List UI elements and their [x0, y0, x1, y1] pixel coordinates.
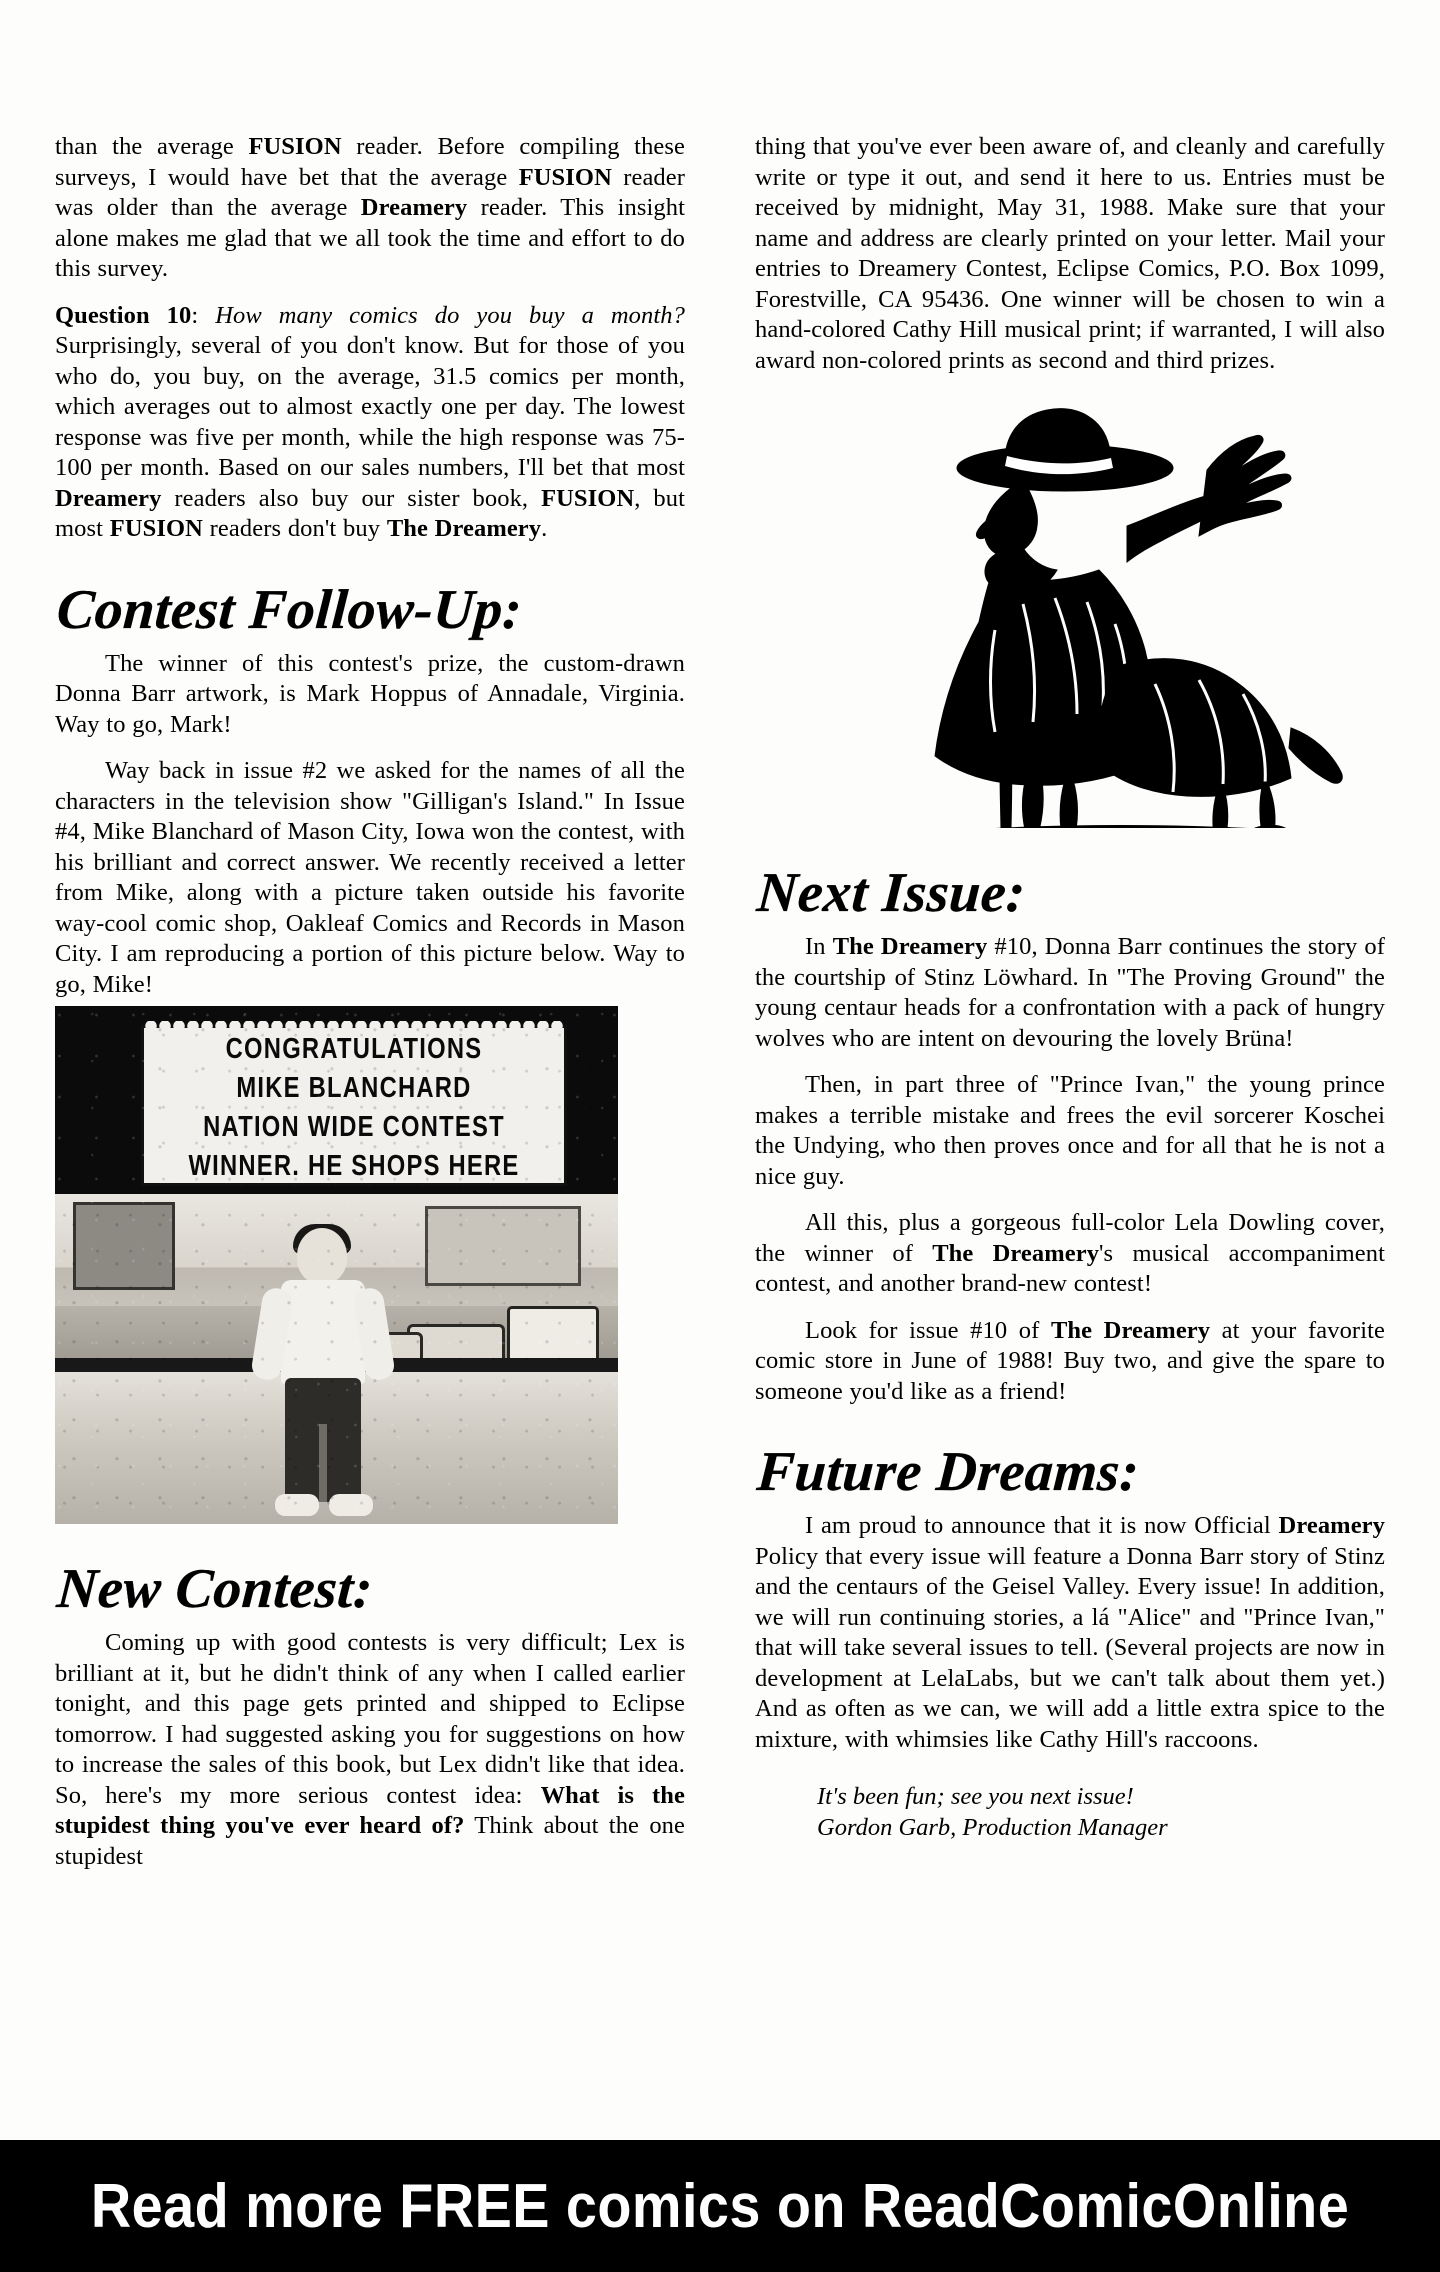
paragraph-future-dreams: I am proud to announce that it is now Official Dreamery Policy that every issue will feature a Donna Barr story of Stinz and the centaurs of the Geisel Valley. Every issue! In addition, we will run continuing stories, a lá "Alice" and "Prince Ivan," that will take several issues to tell. (Several projects are now in development at LelaLabs, but we can't talk about them yet.) And as often as we can, we will add a little extra spice to the mixture, with whimsies like Cathy Hill's raccoons. [755, 1512, 1385, 1753]
signature-line-1: It's been fun; see you next issue! [817, 1783, 1134, 1810]
paragraph-new-contest: Coming up with good contests is very difficult; Lex is brilliant at it, but he didn't think of any when I called earlier tonight, and this page gets printed and shipped to Eclipse tomorrow. I had suggested asking you for suggestions on how to increase the sales of this book, but Lex didn't like that idea. So, here's my more serious contest idea: What is the stupidest thing you've ever heard of? Think about the one stupidest [55, 1629, 685, 1870]
marquee-line-2: MIKE BLANCHARD [236, 1072, 472, 1104]
paragraph-question-10: Question 10: How many comics do you buy a month? Surprisingly, several of you don't know. But for those of you who do, you buy, on the average, 31.5 comics per month, which averages out to almost exactly one per day. The lowest response was five per month, while the high response was 75-100 per month. Based on our sales numbers, I'll bet that most Dreamery readers also buy our sister book, FUSION, but most FUSION readers don't buy The Dreamery. [55, 301, 685, 542]
page-sheet [55, 0, 1385, 2130]
signature-line-2: Gordon Garb, Production Manager [817, 1814, 1168, 1841]
illustration-centaur-in-hat-and-cloak [755, 398, 1385, 828]
heading-spacer [55, 545, 685, 579]
photo-window-right [425, 1206, 581, 1286]
signature-block [755, 1781, 1385, 1843]
heading-spacer-4 [755, 1407, 1385, 1441]
marquee-line-3: NATION WIDE CONTEST [203, 1111, 505, 1143]
heading-spacer-2 [55, 1524, 685, 1558]
photo-person-torso [281, 1280, 365, 1384]
footer-banner-text: Read more FREE comics on ReadComicOnline [90, 2171, 1350, 2241]
left-column [55, 132, 685, 1872]
photo-person-leg-gap [319, 1424, 327, 1502]
paragraph-contest-winner: The winner of this contest's prize, the custom-drawn Donna Barr artwork, is Mark Hoppus of Annadale, Virginia. Way to go, Mark! [55, 649, 685, 738]
photo-person-mike [253, 1228, 393, 1524]
paragraph-contest-rules: thing that you've ever been aware of, and cleanly and carefully write or type it out, and send it here to us. Entries must be received by midnight, May 31, 1988. Make sure that your name and address are clearly printed on your letter. Mail your entries to Dreamery Contest, Eclipse Comics, P.O. Box 1099, Forestville, CA 95436. One winner will be chosen to win a hand-colored Cathy Hill musical print; if warranted, I will also award non-colored prints as second and third prizes. [755, 133, 1385, 374]
heading-contest-follow-up: Contest Follow-Up: [55, 578, 525, 641]
photo-person-shoe-left [275, 1494, 319, 1516]
photo-person-shoe-right [329, 1494, 373, 1516]
photo-window-left [73, 1202, 175, 1290]
paragraph-next-issue-1: In The Dreamery #10, Donna Barr continues the story of the courtship of Stinz Löwhard. In "The Proving Ground" the young centaur heads for a confrontation with a pack of hungry wolves who are intent on devouring the lovely Brüna! [755, 933, 1385, 1052]
heading-spacer-3 [755, 828, 1385, 862]
marquee-line-4: WINNER. HE SHOPS HERE [188, 1150, 520, 1182]
paragraph-gilligan-contest: Way back in issue #2 we asked for the names of all the characters in the television show "Gilligan's Island." In Issue #4, Mike Blanchard of Mason City, Iowa won the contest, with his brilliant and correct answer. We recently received a letter from Mike, along with a picture taken outside his favorite way-cool comic shop, Oakleaf Comics and Records in Mason City. I am reproducing a portion of this picture below. Way to go, Mike! [55, 757, 685, 998]
heading-future-dreams: Future Dreams: [755, 1441, 1142, 1503]
heading-next-issue: Next Issue: [755, 862, 1028, 924]
marquee-line-1: CONGRATULATIONS [225, 1033, 483, 1065]
heading-spacer-bottom-3 [755, 924, 1385, 932]
heading-spacer-bottom-4 [755, 1503, 1385, 1511]
marquee-sign [144, 1028, 564, 1183]
right-column [755, 132, 1385, 1843]
paragraph-next-issue-4: Look for issue #10 of The Dreamery at your favorite comic store in June of 1988! Buy two, and give the spare to someone you'd like as a friend! [755, 1316, 1385, 1405]
heading-spacer-bottom [55, 641, 685, 649]
paragraph-survey-intro: than the average FUSION reader. Before compiling these surveys, I would have bet that the average FUSION reader was older than the average Dreamery reader. This insight alone makes me glad that we all took the time and effort to do this survey. [55, 133, 686, 282]
footer-banner [0, 2140, 1440, 2272]
paragraph-next-issue-2: Then, in part three of "Prince Ivan," the young prince makes a terrible mistake and frees the evil sorcerer Koschei the Undying, who then proves once and for all that he is not a nice guy. [755, 1071, 1385, 1190]
heading-new-contest: New Contest: [55, 1558, 375, 1620]
paragraph-next-issue-3: All this, plus a gorgeous full-color Lela Dowling cover, the winner of The Dreamery's musical accompaniment contest, and another brand-new contest! [755, 1209, 1385, 1297]
photo-person-head [297, 1228, 347, 1284]
photo-mike-blanchard-outside-comic-shop [55, 1006, 618, 1524]
heading-spacer-bottom-2 [55, 1620, 685, 1628]
